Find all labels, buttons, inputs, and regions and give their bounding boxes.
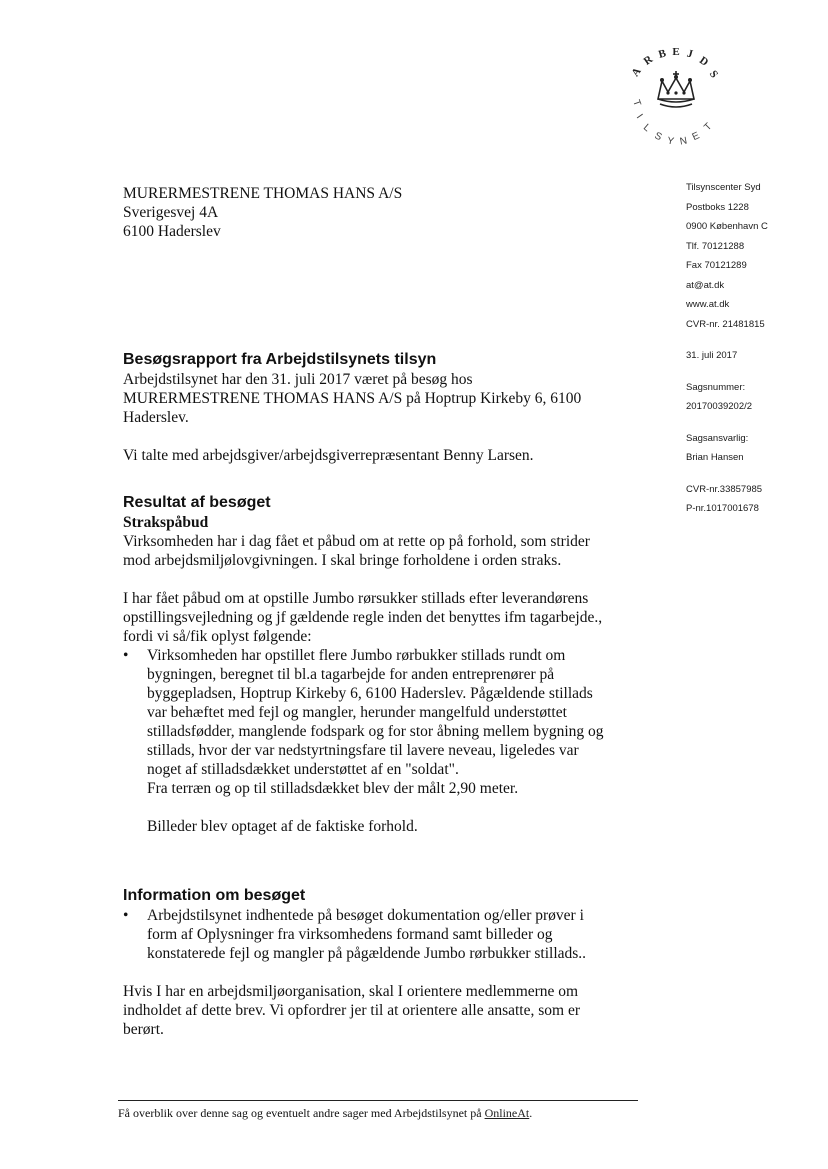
photos-note: Billeder blev optaget af de faktiske forhold. <box>147 818 418 835</box>
talked-with: Vi talte med arbejdsgiver/arbejdsgiverrepræsentant Benny Larsen. <box>123 447 534 464</box>
p-number: P-nr.1017001678 <box>686 503 759 514</box>
closing-line: berørt. <box>123 1021 164 1038</box>
svg-text:S: S <box>652 130 664 144</box>
arbejdstilsynet-logo <box>612 36 742 156</box>
svg-text:N: N <box>679 135 689 148</box>
order-line: I har fået påbud om at opstille Jumbo rørsukker stillads efter leverandørens <box>123 590 589 607</box>
svg-text:Y: Y <box>666 135 675 148</box>
footer-text: Få overblik over denne sag og eventuelt andre sager med Arbejdstilsynet på <box>118 1106 485 1120</box>
website: www.at.dk <box>686 299 730 310</box>
svg-text:S: S <box>706 68 721 81</box>
svg-text:I: I <box>633 112 645 121</box>
finding-bullet: • Virksomheden har opstillet flere Jumbo rørbukker stillads rundt om bygningen, beregnet til bl.a tagarbejde for anden entreprenører på byggepladsen, Hoptrup Kirkeby 6, 6100 Haderslev. Pågældende stillads var behæftet med fejl og mangler, herunder mangelfuld understøttet stilladsfødder, manglende fodspark og for stor åbning mellem bygning og stillads, hvor der var nedstyrtningsfare til lavere neveau, ligeledes var noget af stilladsdækket understøttet af en "soldat". Fra terræn og op til stilladsdækket blev der målt 2,90 meter. Billeder blev optaget af de faktiske forhold. <box>123 646 623 836</box>
svg-text:J: J <box>685 47 694 61</box>
closing-line: Hvis I har en arbejdsmiljøorganisation, skal I orientere medlemmerne om <box>123 983 579 1000</box>
svg-text:T: T <box>630 98 643 108</box>
closing-line: indholdet af dette brev. Vi opfordrer jer til at orientere alle ansatte, som er <box>123 1002 581 1019</box>
recipient-name: MURERMESTRENE THOMAS HANS A/S <box>123 185 403 202</box>
crown-icon <box>612 36 742 156</box>
phone: Tlf. 70121288 <box>686 240 745 252</box>
svg-text:B: B <box>657 47 668 61</box>
result-intro: Virksomheden har i dag fået et påbud om at rette op på forhold, som strider <box>123 533 590 550</box>
footer-end: . <box>529 1106 533 1120</box>
office-name: Tilsynscenter Syd <box>686 182 761 193</box>
visit-line: MURERMESTRENE THOMAS HANS A/S på Hoptrup Kirkeby 6, 6100 <box>123 390 582 407</box>
svg-text:L: L <box>640 122 653 135</box>
postbox: Postboks 1228 <box>686 201 749 213</box>
result-intro: mod arbejdsmiljølovgivningen. I skal bringe forholdene i orden straks. <box>123 552 562 569</box>
email: at@at.dk <box>686 279 725 291</box>
visit-line: Haderslev. <box>123 409 189 426</box>
cvr-at: CVR-nr. 21481815 <box>686 318 765 330</box>
report-title: Besøgsrapport fra Arbejdstilsynets tilsyn <box>123 351 437 368</box>
result-heading: Resultat af besøget <box>123 494 271 511</box>
cvr-company: CVR-nr.33857985 <box>686 483 763 495</box>
footer-divider <box>118 1100 638 1101</box>
svg-text:E: E <box>690 130 702 144</box>
information-heading: Information om besøget <box>123 887 306 904</box>
report-body <box>123 350 623 1039</box>
sender-sidebar <box>686 178 768 519</box>
recipient-address <box>123 184 402 241</box>
responsible-name: Brian Hansen <box>686 452 744 463</box>
svg-text:T: T <box>702 121 715 134</box>
recipient-city: 6100 Haderslev <box>123 223 221 240</box>
svg-text:E: E <box>672 46 680 58</box>
letter-date: 31. juli 2017 <box>686 350 738 361</box>
svg-text:D: D <box>697 54 711 69</box>
svg-text:A: A <box>629 65 644 79</box>
footer-note <box>118 1106 532 1121</box>
order-line: fordi vi så/fik oplyst følgende: <box>123 628 312 645</box>
visit-line: Arbejdstilsynet har den 31. juli 2017 været på besøg hos <box>123 371 473 388</box>
onlineat-link[interactable]: OnlineAt <box>484 1106 530 1120</box>
svg-text:R: R <box>641 53 655 68</box>
responsible-label: Sagsansvarlig: <box>686 432 749 444</box>
case-number: 20170039202/2 <box>686 401 753 412</box>
post-city: 0900 København C <box>686 221 768 232</box>
recipient-street: Sverigesvej 4A <box>123 204 219 221</box>
case-label: Sagsnummer: <box>686 381 746 393</box>
result-subheading: Strakspåbud <box>123 514 209 531</box>
order-line: opstillingsvejledning og jf gældende regle inden det benyttes ifm tagarbejde., <box>123 609 603 626</box>
information-bullet: • Arbejdstilsynet indhentede på besøget dokumentation og/eller prøver i form af Oplysninger fra virksomhedens formand samt billeder og konstaterede fejl og mangler på pågældende Jumbo rørbukker stillads.. <box>123 906 623 963</box>
fax: Fax 70121289 <box>686 260 747 271</box>
